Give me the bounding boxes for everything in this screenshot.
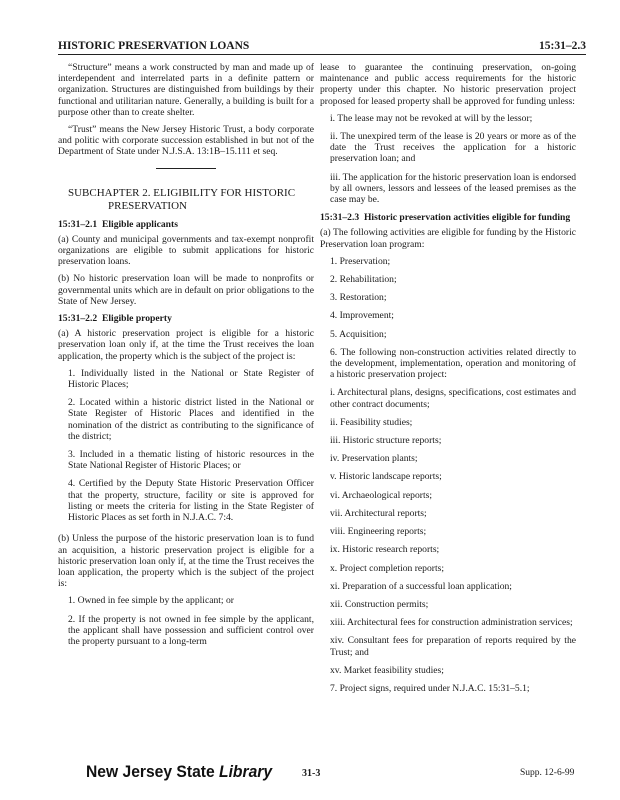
section-number: 15:31–2.2 — [58, 313, 98, 325]
list-item: xiv. Consultant fees for preparation of reports required by the Trust; and — [330, 635, 576, 658]
list-item: 2. Rehabilitation; — [330, 274, 397, 286]
section-number: 15:31–2.3 — [320, 212, 360, 224]
list-item: ii. The unexpired term of the lease is 20 years or more as of the date the Trust receives the application for a historic preservation loan; and — [330, 131, 576, 165]
list-item: 3. Restoration; — [330, 292, 387, 304]
section-title: Eligible applicants — [101, 218, 178, 230]
list-item: iii. The application for the historic preservation loan is endorsed by all owners, lessors and lessees of the leased premises as the case may be. — [330, 171, 576, 206]
list-item-7: 7. Project signs, required under N.J.A.C. 15:31–5.1; — [330, 682, 530, 694]
section-number: 15:31–2.1 — [58, 218, 98, 230]
list-item: 1. Preservation; — [330, 255, 391, 267]
continued-paragraph: lease to guarantee the continuing preservation, on-going maintenance and public access requirements for the historic property under this chapter. No historic preservation project proposed for leased property shall be approved for funding unless: — [320, 62, 576, 107]
list-item: 2. Located within a historic district listed in the National or State Register of Historic Places and identified in the nomination of the district as contributing to the significance of the district; — [68, 397, 314, 442]
header-section: 15:31–2.3 — [539, 40, 586, 52]
subchapter-line-2: PRESERVATION — [108, 199, 187, 212]
list-item: x. Project completion reports; — [330, 562, 445, 574]
paragraph-2-2-b: (b) Unless the purpose of the historic preservation loan is to fund an acquisition, a historic preservation project is eligible for a historic preservation loan only if, at the time the Trust receives the loan application, the property which is the subject of the project is: — [58, 533, 314, 590]
section-heading-2-3 — [320, 212, 576, 223]
library-logo — [86, 762, 272, 782]
list-item-6: 6. The following non-construction activities related directly to the development, implementation, operation and monitoring of a historic preservation project: — [330, 346, 576, 381]
list-item: 1. Owned in fee simple by the applicant; or — [68, 595, 234, 607]
subchapter-heading — [58, 187, 314, 213]
supplement-date: Supp. 12-6-99 — [520, 768, 575, 778]
list-item: vii. Architectural reports; — [330, 507, 427, 519]
list-item: xi. Preparation of a successful loan application; — [330, 580, 512, 592]
list-item: iv. Preservation plants; — [330, 453, 418, 465]
list-item: 2. If the property is not owned in fee simple by the applicant, the applicant shall have possession and sufficient control over the property pursuant to a long-term — [68, 613, 314, 647]
list-item: i. Architectural plans, designs, specifications, cost estimates and other contract documents; — [330, 387, 576, 410]
list-item: 4. Certified by the Deputy State Historic Preservation Officer that the property, structure, facility or site is approved for listing or meets the criteria for listing in the State Register of Historic Places as set forth in N.J.A.C. 7:4. — [68, 478, 314, 524]
logo-text: New Jersey State — [86, 762, 220, 781]
list-item: xv. Market feasibility studies; — [330, 664, 444, 676]
list-item: xiii. Architectural fees for construction administration services; — [330, 617, 573, 629]
list-item: vi. Archaeological reports; — [330, 489, 433, 501]
list-item: 5. Acquisition; — [330, 328, 387, 340]
list-item: ix. Historic research reports; — [330, 544, 440, 556]
structure-definition: “Structure” means a work constructed by man and made up of interdependent and interrelated parts in a definite pattern or organization. Structures are distinguished from buildings by their functional and utilitarian nature. Generally, a building is built for a purpose other than to create shelter. — [58, 62, 314, 118]
list-item: viii. Engineering reports; — [330, 526, 427, 538]
section-heading-2-2 — [58, 313, 314, 324]
section-title: Historic preservation activities eligible for funding — [363, 212, 571, 224]
paragraph-2-2-a: (a) A historic preservation project is eligible for a historic preservation loan only if, at the time the Trust receives the loan application, the property which is the subject of the project is: — [58, 328, 314, 362]
list-item: 1. Individually listed in the National or State Register of Historic Places; — [68, 367, 314, 391]
list-item: ii. Feasibility studies; — [330, 416, 413, 428]
logo-text-italic: Library — [219, 762, 273, 781]
paragraph-2-1-a: (a) County and municipal governments and tax-exempt nonprofit organizations are eligible to submit applications for historic preservation loans. — [58, 233, 314, 268]
right-column — [320, 62, 576, 701]
section-divider — [156, 168, 216, 169]
list-item: v. Historic landscape reports; — [330, 471, 442, 483]
running-header — [58, 40, 586, 55]
list-item: xii. Construction permits; — [330, 598, 429, 610]
section-title: Eligible property — [101, 313, 172, 325]
list-item: 3. Included in a thematic listing of historic resources in the State National Register of Historic Places; or — [68, 449, 314, 472]
list-item: 4. Improvement; — [330, 310, 394, 322]
trust-definition: “Trust” means the New Jersey Historic Trust, a body corporate and politic with corporate succession established in but not of the Department of State under N.J.S.A. 13:1B–15.111 et seq. — [58, 124, 314, 158]
section-heading-2-1 — [58, 219, 314, 230]
subchapter-line-1: SUBCHAPTER 2. ELIGIBILITY FOR HISTORIC — [68, 186, 296, 199]
paragraph-2-3-a: (a) The following activities are eligible for funding by the Historic Preservation loan program: — [320, 227, 576, 250]
list-item: i. The lease may not be revoked at will by the lessor; — [330, 112, 533, 124]
left-column — [58, 62, 314, 654]
page-number: 31-3 — [302, 768, 321, 779]
header-title: HISTORIC PRESERVATION LOANS — [58, 40, 250, 52]
list-item: iii. Historic structure reports; — [330, 435, 442, 447]
paragraph-2-1-b: (b) No historic preservation loan will be made to nonprofits or governmental units which are in default on prior obligations to the State of New Jersey. — [58, 273, 314, 307]
